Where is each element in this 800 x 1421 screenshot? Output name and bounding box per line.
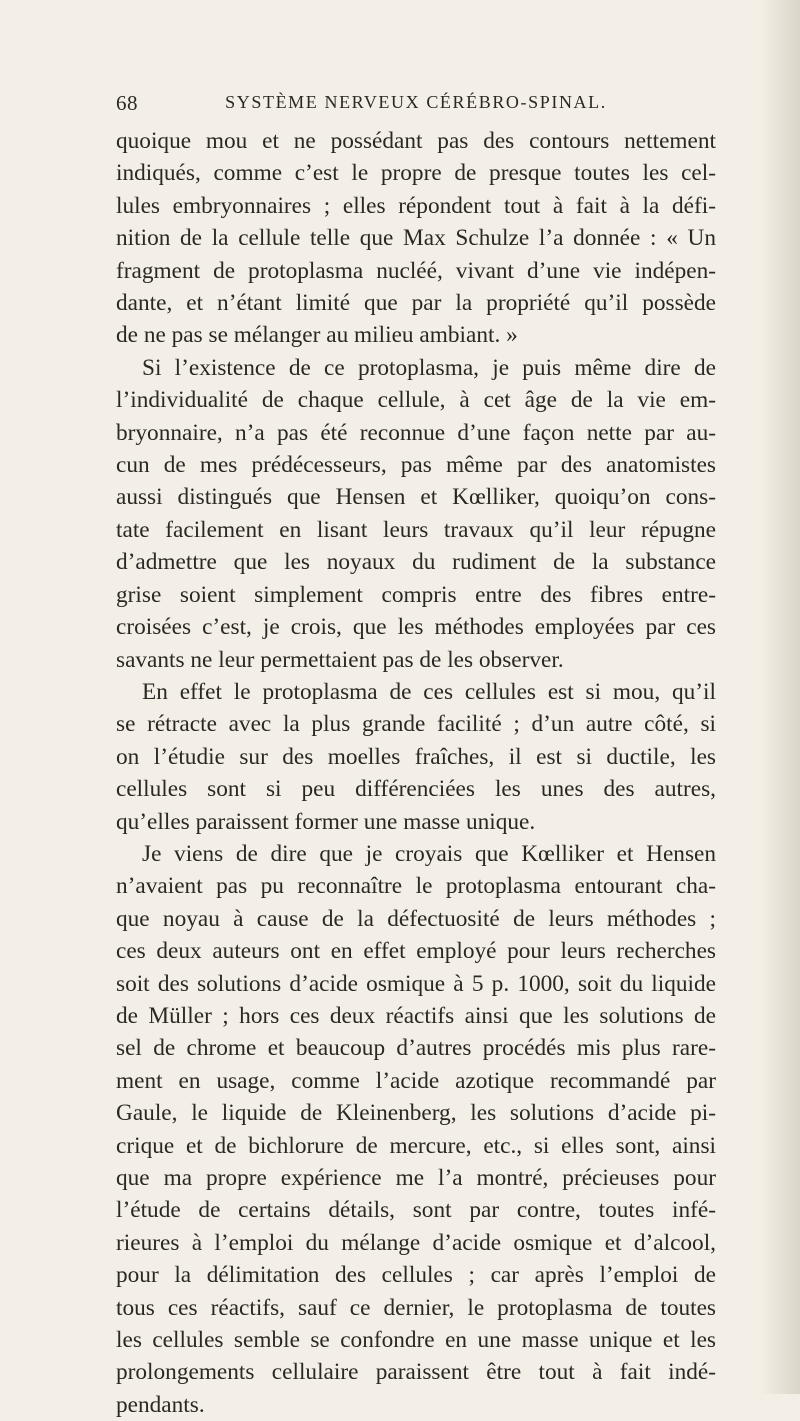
text-line: on l’étudie sur des moelles fraîches, il est si ductile, les [116,743,716,770]
page-number: 68 [116,91,138,115]
text-line: grise soient simplement compris entre des fibres entre- [116,581,716,608]
text-line: de ne pas se mélanger au milieu ambiant. » [116,322,518,349]
paragraph [116,125,716,352]
text-line: sel de chrome et beaucoup d’autres procédés mis plus rare- [116,1035,716,1062]
text-line: se rétracte avec la plus grande facilité ; d’un autre côté, si [116,711,716,738]
paragraph [116,676,716,838]
text-line: quoique mou et ne possédant pas des contours nettement [116,128,716,154]
paragraph [116,838,716,1421]
text-line: nition de la cellule telle que Max Schulze l’a donnée : « Un [116,225,716,252]
paragraph [116,352,716,676]
text-line: fragment de protoplasma nucléé, vivant d’une vie indépen- [116,257,716,284]
text-line: Gaule, le liquide de Kleinenberg, les solutions d’acide pi- [116,1100,716,1127]
text-line: crique et de bichlorure de mercure, etc., si elles sont, ainsi [116,1132,716,1159]
text-line: Je viens de dire que je croyais que Kœlliker et Hensen [142,840,716,867]
text-line: les cellules semble se confondre en une masse unique et les [116,1327,716,1354]
text-line: aussi distingués que Hensen et Kœlliker, quoiqu’on cons- [116,484,716,511]
body-text [116,125,716,1421]
text-line: indiqués, comme c’est le propre de presque toutes les cel- [116,160,716,187]
text-line: tate facilement en lisant leurs travaux qu’il leur répugne [116,516,716,543]
text-line: dante, et n’étant limité que par la propriété qu’il possède [116,290,716,317]
text-line: qu’elles paraissent former une masse unique. [116,808,536,835]
text-line: lules embryonnaires ; elles répondent tout à fait à la défi- [116,192,716,219]
text-line: ces deux auteurs ont en effet employé pour leurs recherches [116,938,716,965]
text-line: de Müller ; hors ces deux réactifs ainsi que les solutions de [116,1002,716,1029]
text-line: ment en usage, comme l’acide azotique recommandé par [116,1067,716,1094]
page-header [116,91,716,117]
text-line: d’admettre que les noyaux du rudiment de la substance [116,549,716,576]
text-line: prolongements cellulaire paraissent être tout à fait indé- [116,1359,716,1386]
text-line: cellules sont si peu différenciées les unes des autres, [116,776,716,803]
text-line: pendants. [116,1391,205,1418]
text-line: que ma propre expérience me l’a montré, précieuses pour [116,1165,716,1191]
text-line: Si l’existence de ce protoplasma, je puis même dire de [142,354,716,381]
text-line: pour la délimitation des cellules ; car après l’emploi de [116,1262,716,1289]
text-line: savants ne leur permettaient pas de les observer. [116,646,564,673]
text-line: soit des solutions d’acide osmique à 5 p. 1000, soit du liquide [116,970,716,997]
text-line: bryonnaire, n’a pas été reconnue d’une façon nette par au- [116,419,716,446]
text-line: l’individualité de chaque cellule, à cet âge de la vie em- [116,387,716,414]
text-line: croisées c’est, je crois, que les méthodes employées par ces [116,614,716,641]
text-line: cun de mes prédécesseurs, pas même par des anatomistes [116,452,716,479]
text-line: tous ces réactifs, sauf ce dernier, le protoplasma de toutes [116,1294,716,1321]
text-line: En effet le protoplasma de ces cellules est si mou, qu’il [142,678,716,705]
page-edge-shadow [760,0,800,1394]
text-line: n’avaient pas pu reconnaître le protoplasma entourant cha- [116,873,716,900]
text-line: rieures à l’emploi du mélange d’acide osmique et d’alcool, [116,1229,716,1256]
running-head: SYSTÈME NERVEUX CÉRÉBRO-SPINAL. [225,92,607,112]
text-line: l’étude de certains détails, sont par contre, toutes infé- [116,1197,716,1224]
text-line: que noyau à cause de la défectuosité de leurs méthodes ; [116,905,716,932]
